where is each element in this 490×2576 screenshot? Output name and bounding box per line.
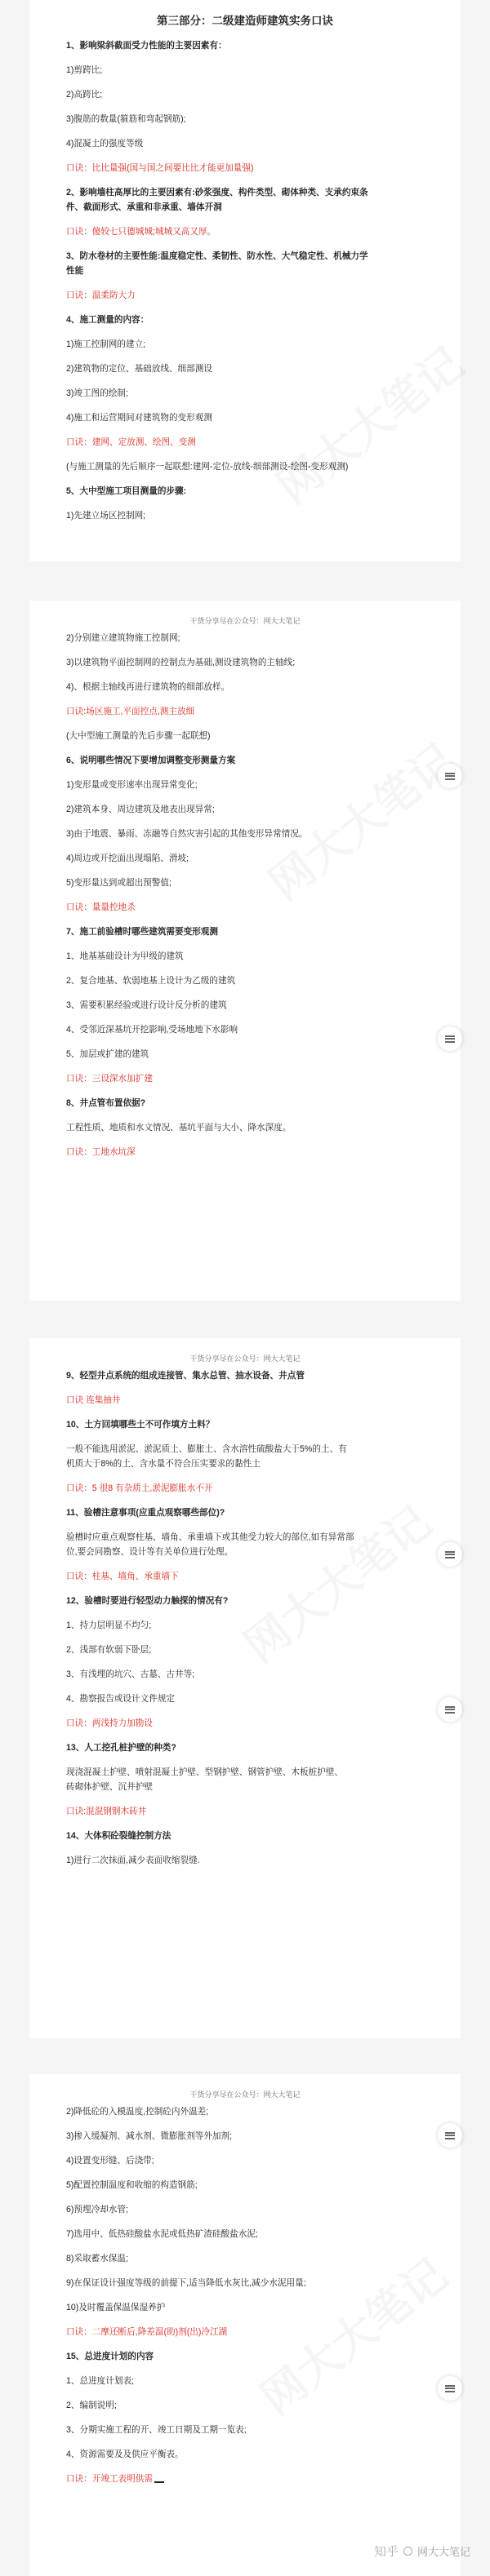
section-heading: 13、人工挖孔桩护壁的种类?: [66, 1743, 176, 1753]
text-cursor: [154, 2481, 164, 2483]
text-line: 10)及时覆盖保温保湿养护: [66, 2303, 166, 2312]
page-header: 干货分享尽在公众号：网大大笔记: [189, 1355, 301, 1363]
text-line: 3)掺入缓凝剂、减水剂、微膨胀剂等外加剂;: [66, 2131, 233, 2141]
text-line: 3、有浅埋的坑穴、古墓、古井等;: [66, 1669, 195, 1679]
text-line: 3)由于地震、暴雨、冻融等自然灾害引起的其他变形异常情况。: [66, 829, 308, 839]
text-line: 4)周边或开挖面出现塌陷、滑坡;: [66, 853, 189, 863]
mnemonic-line: 口诀：开竣工表明供需: [66, 2472, 424, 2485]
mnemonic-line: 口诀 连集抽井: [66, 1395, 121, 1405]
section-heading: 1、影响梁斜截面受力性能的主要因素有：: [66, 41, 227, 51]
mnemonic-line: 口诀：比比量强(国与国之间要比比才能更加量强): [66, 163, 254, 173]
document-page-3: [29, 1338, 461, 2038]
page-1-body: [66, 39, 424, 522]
page-header: 干货分享尽在公众号：网大大笔记: [189, 617, 301, 625]
zhihu-account: 网大大笔记: [416, 2546, 470, 2558]
mnemonic-line: 口诀：两浅持力加勘设: [66, 1718, 153, 1728]
page-2-body: [66, 632, 424, 1159]
text-line: 2)高跨比;: [66, 90, 103, 100]
text-line: 3、需要积累经验或进行设计反分析的建筑: [66, 1000, 227, 1010]
mnemonic-line: 口诀：三设深水加扩建: [66, 1074, 153, 1084]
text-line: 3)竣工图的绘制;: [66, 388, 128, 398]
mnemonic-line: 口诀:混混钢钢木砖井: [66, 1807, 147, 1816]
mnemonic-line: 口诀：柱基、墙角、承重墙下: [66, 1572, 179, 1581]
section-heading: 9、轻型井点系统的组成连接管、集水总管、抽水设备、井点管: [66, 1371, 305, 1381]
section-heading: 6、说明哪些情况下要增加调整变形测量方案: [66, 756, 236, 765]
text-line: 2)建筑本身、周边建筑及地表出现异常;: [66, 805, 215, 814]
at-icon: [403, 2547, 412, 2556]
text-line: 1)剪跨比;: [66, 65, 103, 75]
side-menu-button[interactable]: [438, 764, 462, 788]
text-line: 1、地基基础设计为甲级的建筑: [66, 951, 184, 961]
text-line: 1)进行二次抹面,减少表面收缩裂缝.: [66, 1856, 200, 1865]
text-line: 4)混凝土的强度等级: [66, 139, 144, 149]
document-page-1: [29, 0, 461, 561]
text-line: 6)预埋冷却水管;: [66, 2205, 128, 2215]
section-heading: 件、截面形式、承重和非承重、墙体开洞: [66, 202, 222, 212]
text-line: 4)设置变形缝、后浇带;: [66, 2156, 154, 2166]
mnemonic-line: 口诀：傻较七只德城城;城城又高又厚。: [66, 227, 216, 237]
text-line: 位,要会同勘察、设计等有关单位进行处理。: [66, 1547, 234, 1557]
menu-icon: [445, 1035, 455, 1043]
text-line: 5、加层或扩建的建筑: [66, 1049, 149, 1059]
text-line: 1、持力层明显不均匀;: [66, 1621, 152, 1630]
page-3-body: [66, 1369, 424, 1867]
mnemonic-line: 口诀：建网、定放测、绘图、变测: [66, 437, 196, 447]
text-line: 验槽时应重点观察柱基、墙角、承重墙下或其他受力较大的部位,如有异常部: [66, 1532, 354, 1542]
text-line: 8)采取蓄水保温;: [66, 2254, 128, 2263]
text-line: 2、浅部有软弱下卧层;: [66, 1645, 152, 1655]
text-line: 4)、根据主轴线再进行建筑物的细部放样。: [66, 682, 230, 692]
text-line: 9)在保证设计强度等级的前提下,适当降低水灰比,减少水泥用量;: [66, 2278, 306, 2288]
text-line: 2)建筑物的定位、基础放线、细部测设: [66, 364, 212, 374]
text-line: 现浇混凝土护壁、喷射混凝土护壁、型钢护壁、钢管护壁、木板桩护壁、: [66, 1767, 343, 1777]
menu-icon: [445, 1551, 455, 1558]
text-line: 5)变形量达到或超出预警值;: [66, 878, 172, 888]
section-heading: 11、验槽注意事项(应重点观察哪些部位)?: [66, 1508, 225, 1518]
text-line: 4、勘察报告或设计文件规定: [66, 1694, 176, 1704]
section-heading: 4、施工测量的内容：: [66, 315, 149, 325]
text-line: 7)选用中、低热硅酸盐水泥或低热矿渣硅酸盐水泥;: [66, 2229, 258, 2239]
text-line: 砖砌体护壁、沉井护壁: [66, 1782, 153, 1792]
menu-icon: [445, 1706, 455, 1714]
side-menu-button[interactable]: [438, 1026, 462, 1051]
menu-icon: [445, 2385, 455, 2392]
text-line: 1)变形量或变形速率出现异常变化;: [66, 780, 198, 790]
section-heading: 3、防水卷材的主要性能:温度稳定性、柔韧性、防水性、大气稳定性、机械力学: [66, 251, 368, 261]
text-line: 5)配置控制温度和收缩的构造钢筋;: [66, 2180, 198, 2190]
section-heading: 2、影响墙柱高厚比的主要因素有:砂浆强度、构件类型、砌体种类、支承约束条: [66, 188, 368, 197]
text-line: 1)先建立场区控制网;: [66, 511, 146, 521]
zhihu-watermark: [374, 2543, 470, 2560]
page-4-body: [66, 2105, 424, 2485]
document-page-2: [29, 601, 461, 1301]
text-line: 2、复合地基、软弱地基上设计为乙级的建筑: [66, 976, 236, 986]
text-line: 2、编制说明;: [66, 2401, 117, 2410]
text-line: 工程性质、地质和水文情况、基坑平面与大小、降水深度。: [66, 1123, 292, 1133]
mnemonic-line: 口诀：温柔防大力: [66, 290, 136, 300]
text-line: 4)施工和运营期间对建筑物的变形观测: [66, 413, 212, 423]
mnemonic-line: 口诀：量量控地杀: [66, 902, 136, 912]
section-heading: 5、大中型施工项目测量的步骤:: [66, 486, 187, 496]
text-line: 一般不能选用淤泥、淤泥质土、膨胀土、含水溶性硫酸盐大于5%的土、有: [66, 1444, 347, 1454]
page-title: 第三部分：二级建造师建筑实务口诀: [157, 15, 333, 27]
zhihu-brand: 知乎: [373, 2545, 399, 2559]
section-heading: 15、总进度计划的内容: [66, 2352, 154, 2361]
side-menu-button[interactable]: [438, 1542, 462, 1567]
mnemonic-line: 口诀：二摩还断后,降差温(助)剂(出)冷江湖: [66, 2327, 228, 2337]
side-menu-button[interactable]: [438, 1697, 462, 1722]
text-line: 1)施工控制网的建立;: [66, 339, 146, 349]
mnemonic-line: 口诀:场区施工,平面控点,测主放细: [66, 707, 195, 716]
menu-icon: [445, 2132, 455, 2139]
text-line: 2)降低砼的入模温度,控制砼内外温差;: [66, 2107, 209, 2117]
section-heading: 14、大体积砼裂缝控制方法: [66, 1831, 172, 1841]
section-heading: 8、井点管布置依据?: [66, 1098, 146, 1108]
text-line: 4、受邻近深基坑开挖影响,受场地地下水影响: [66, 1025, 238, 1035]
text-line: 3)以建筑物平面控制网的控制点为基础,测设建筑物的主轴线;: [66, 658, 296, 667]
text-line: 3、分期实施工程的开、竣工日期及工期一览表;: [66, 2425, 247, 2435]
page-header: 干货分享尽在公众号：网大大笔记: [189, 2091, 301, 2099]
text-line: (大中型施工测量的先后步骤一起联想): [66, 731, 211, 741]
section-heading: 10、土方回填哪些土不可作填方土料？: [66, 1420, 215, 1430]
side-menu-button[interactable]: [438, 2376, 462, 2401]
text-line: 1、总进度计划表;: [66, 2376, 134, 2386]
section-heading: 12、验槽时要进行轻型动力触探的情况有?: [66, 1596, 229, 1606]
mnemonic-line: 口诀：5 很8 有杂质土,淤泥膨胀水不开: [66, 1483, 213, 1493]
mnemonic-line: 口诀：工地水坑深: [66, 1147, 136, 1157]
text-line: 3)腹筋的数量(箍筋和弯起钢筋);: [66, 114, 186, 124]
section-heading: 7、施工前验槽时哪些建筑需要变形观测: [66, 927, 218, 937]
menu-icon: [445, 773, 455, 780]
section-heading: 性能: [66, 266, 84, 276]
text-line: 4、资源需要及及供应平衡表。: [66, 2450, 184, 2459]
document-page-4: [29, 2074, 461, 2576]
text-line: 2)分别建立建筑物施工控制网;: [66, 633, 180, 643]
side-menu-button[interactable]: [438, 2123, 462, 2148]
text-line: 机质大于8%的土、含水量不符合压实要求的黏性土: [66, 1459, 261, 1469]
text-line: (与施工测量的先后顺序一起联想:建网-定位-放线-细部测设-绘图-变形观测): [66, 462, 349, 472]
